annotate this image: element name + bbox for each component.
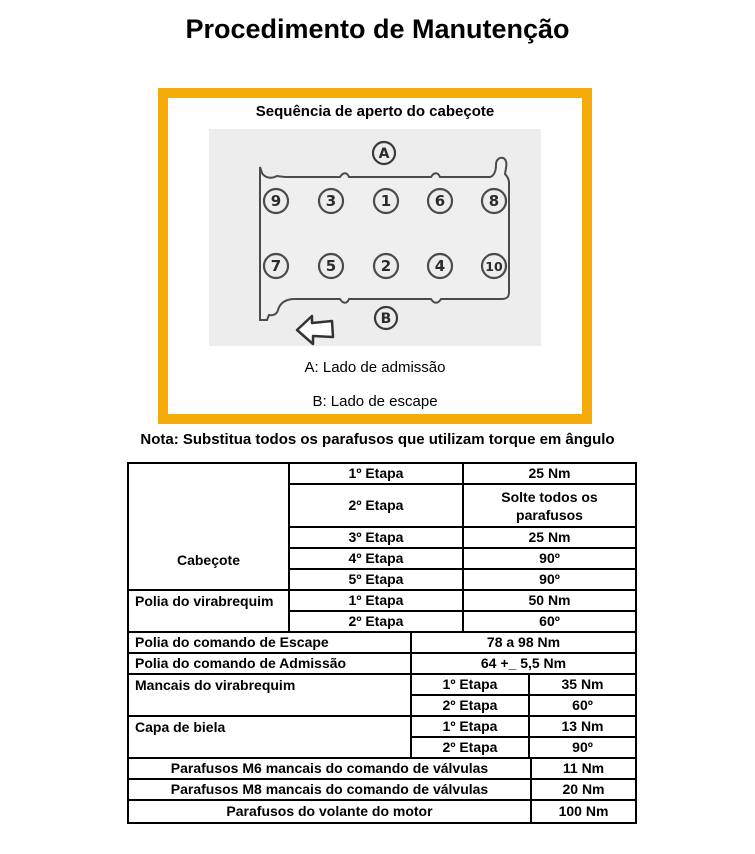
table-cell-torque: 90º: [464, 570, 635, 591]
cylinder-head-outline-shape: [260, 158, 509, 320]
bolt-number: 10: [485, 259, 503, 274]
table-cell-component: Mancais do virabrequim: [129, 675, 412, 717]
sequence-box-title: Sequência de aperto do cabeçote: [255, 103, 495, 120]
table-cell-step: 1º Etapa: [290, 464, 464, 485]
table-cell-torque: 20 Nm: [532, 780, 635, 801]
bolt-number: 8: [488, 192, 500, 210]
table-cell-step: 5º Etapa: [290, 570, 464, 591]
table-cell-torque: 60º: [530, 696, 635, 717]
caption-intake-side: A: Lado de admissão: [304, 359, 446, 376]
table-cell-step: 1º Etapa: [290, 591, 464, 612]
table-cell-component: Polia do comando de Admissão: [129, 654, 412, 675]
table-cell-component: Polia do virabrequim: [129, 591, 290, 633]
table-section-cabecote: [129, 464, 635, 633]
table-cell-torque: 25 Nm: [464, 528, 635, 549]
table-section-polias-comando: [129, 633, 635, 675]
bolt-number: 1: [380, 192, 392, 210]
sequence-box: [158, 88, 592, 424]
bolt-number: 5: [325, 257, 337, 275]
table-cell-torque-text: Solte todos os parafusos: [501, 488, 598, 523]
table-cell-component: Capa de biela: [129, 717, 412, 759]
table-cell-component: Parafusos M8 mancais do comando de válvulas: [129, 780, 532, 801]
bolt-number: 7: [270, 257, 282, 275]
cylinder-head-diagram: [209, 129, 541, 346]
bolt-number: 6: [434, 192, 446, 210]
table-section-mancais-biela: [129, 675, 635, 759]
table-cell-torque: 100 Nm: [558, 803, 609, 819]
table-cell-torque: 90º: [530, 738, 635, 759]
table-cell-torque: [464, 485, 635, 528]
table-cell-torque: 90º: [464, 549, 635, 570]
table-cell-torque: 60º: [464, 612, 635, 633]
caption-exhaust-side: B: Lado de escape: [312, 393, 438, 410]
replacement-note: Nota: Substitua todos os parafusos que utilizam torque em ângulo: [140, 431, 615, 448]
bolt-number: 4: [434, 257, 446, 275]
intake-side-marker-label: A: [378, 146, 390, 162]
table-cell-component: Cabeçote: [129, 464, 290, 591]
bolt-number: 9: [270, 192, 282, 210]
table-cell-torque: 64 +_ 5,5 Nm: [412, 654, 635, 675]
table-cell-torque: 13 Nm: [530, 717, 635, 738]
table-cell-step: 2º Etapa: [290, 612, 464, 633]
torque-spec-table: [127, 462, 637, 824]
bolt-number: 3: [325, 192, 337, 210]
table-cell-step: 3º Etapa: [290, 528, 464, 549]
table-cell-step: 2º Etapa: [290, 485, 464, 528]
page-title: Procedimento de Manutenção: [185, 14, 570, 44]
table-cell-component: Parafusos do volante do motor: [129, 801, 532, 822]
table-cell-step: 1º Etapa: [412, 675, 530, 696]
table-cell-step: 2º Etapa: [412, 738, 530, 759]
table-cell-torque: 78 a 98 Nm: [412, 633, 635, 654]
table-cell-step: 1º Etapa: [412, 717, 530, 738]
table-section-parafusos: [129, 759, 635, 822]
table-cell-component: Polia do comando de Escape: [129, 633, 412, 654]
table-cell-step: 4º Etapa: [290, 549, 464, 570]
exhaust-side-marker-label: B: [380, 311, 392, 327]
table-cell-torque: 25 Nm: [464, 464, 635, 485]
table-cell-torque: 35 Nm: [530, 675, 635, 696]
table-cell-torque: 50 Nm: [464, 591, 635, 612]
bolt-number: 2: [380, 257, 392, 275]
table-cell-torque: 11 Nm: [532, 759, 635, 780]
table-cell-component: Parafusos M6 mancais do comando de válvulas: [129, 759, 532, 780]
table-cell-step: 2º Etapa: [412, 696, 530, 717]
